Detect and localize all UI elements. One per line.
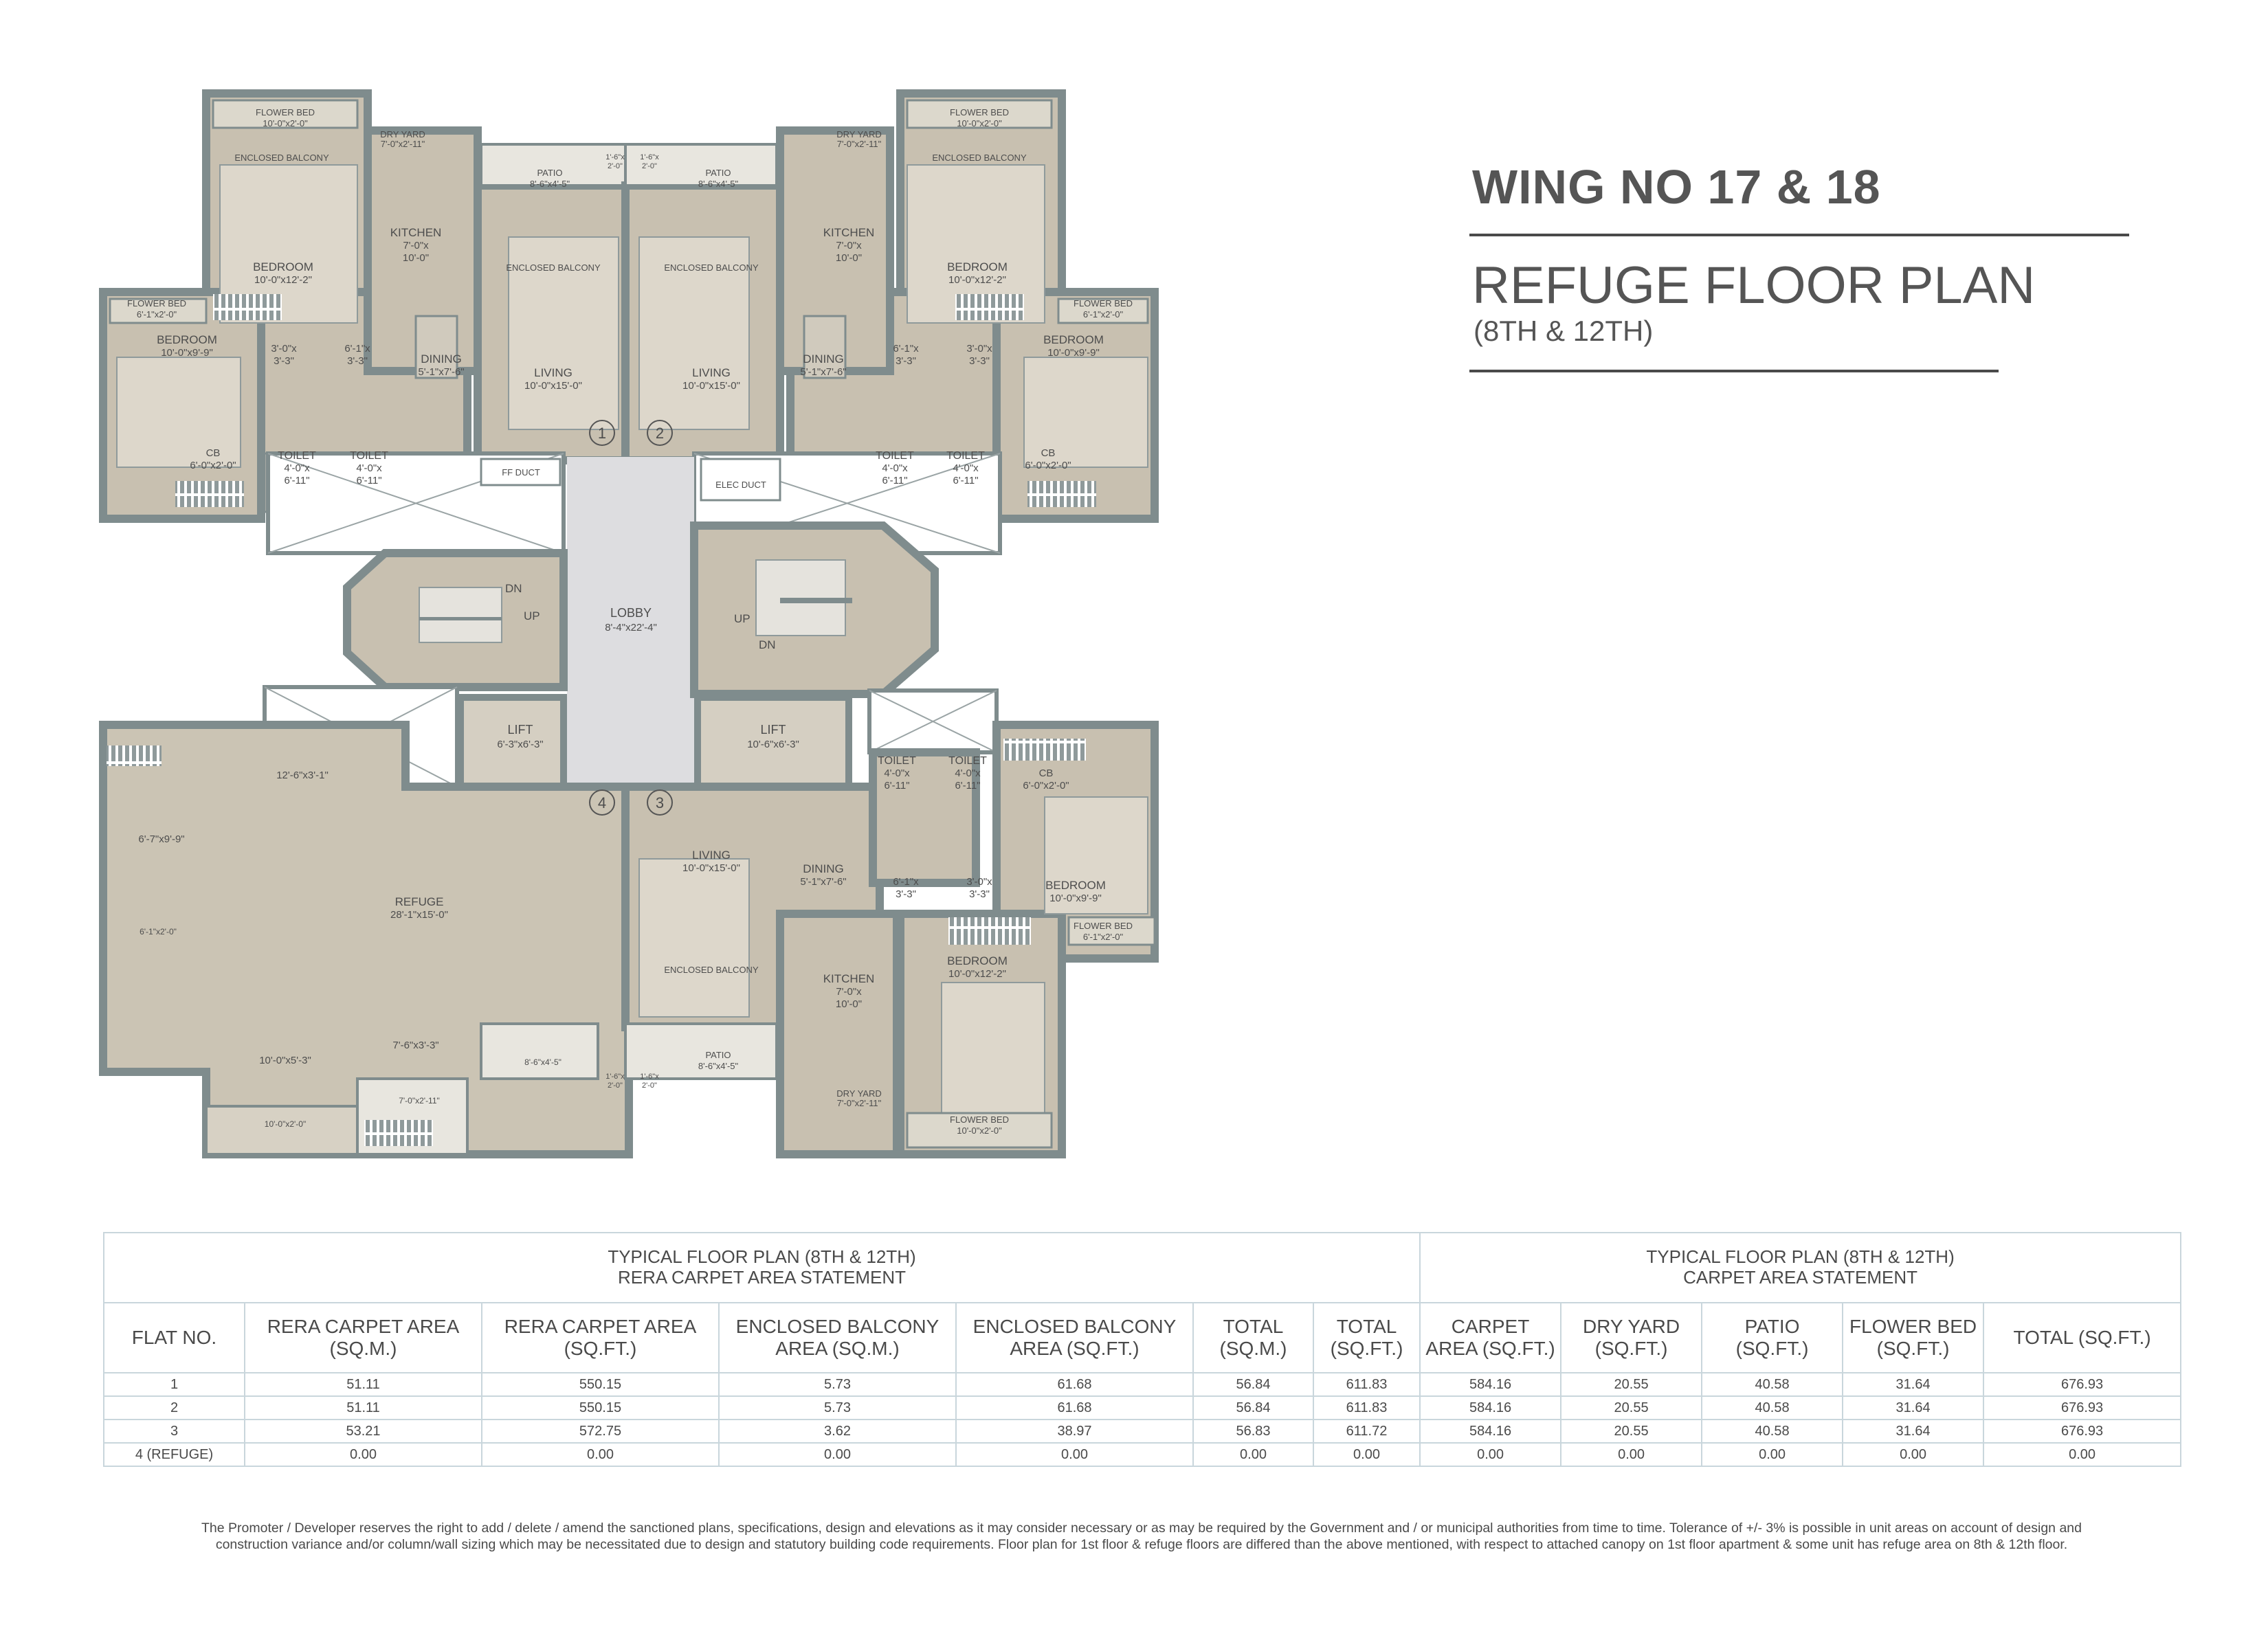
rera-group-subtitle: RERA CARPET AREA STATEMENT — [618, 1267, 907, 1288]
f1-kitchen-dim: 7'-0"x — [403, 240, 429, 251]
f1-flower-bed-top: FLOWER BED — [256, 107, 315, 117]
lift-right-dim: 10'-6"x6'-3" — [747, 739, 799, 750]
column-header: DRY YARD (SQ.FT.) — [1561, 1303, 1702, 1373]
f2-toilet-a-dim: 4'-0"x — [882, 462, 908, 474]
table-cell: 20.55 — [1561, 1373, 1702, 1396]
stair-right-up: UP — [734, 612, 751, 625]
table-cell: 611.72 — [1313, 1420, 1420, 1443]
plan-subtitle: (8TH & 12TH) — [1474, 315, 1654, 347]
carpet-group-title: TYPICAL FLOOR PLAN (8TH & 12TH) — [1646, 1246, 1955, 1268]
f2-dining: DINING — [803, 352, 844, 366]
f1-dry-yard-dim: 7'-0"x2'-11" — [380, 139, 425, 149]
f2-living: LIVING — [692, 366, 731, 379]
f1-patio-dim: 8'-6"x4'-5" — [529, 179, 570, 189]
table-cell: 0.00 — [1702, 1443, 1843, 1466]
f2-bedroom-top: BEDROOM — [947, 260, 1008, 273]
table-cell: 51.11 — [245, 1396, 482, 1420]
table-cell: 51.11 — [245, 1373, 482, 1396]
refuge-dim: 28'-1"x15'-0" — [390, 909, 448, 921]
f3-kitchen: KITCHEN — [823, 972, 875, 985]
f1-toilet-a-dim: 4'-0"x — [284, 462, 310, 474]
table-body — [104, 1373, 2181, 1466]
refuge-shaft2: 2'-0" — [608, 1081, 623, 1090]
f3-pass2: 6'-1"x — [893, 876, 919, 888]
column-header: TOTAL (SQ.M.) — [1193, 1303, 1313, 1373]
f2-enclosed-balcony-top: ENCLOSED BALCONY — [932, 153, 1027, 163]
flat-number-1: 1 — [597, 425, 607, 442]
f2-pass1b: 3'-3" — [969, 355, 990, 367]
f3-flower-bed-side: FLOWER BED — [1074, 921, 1133, 931]
f1-enclosed-balcony-top: ENCLOSED BALCONY — [234, 153, 329, 163]
plan-title: REFUGE FLOOR PLAN — [1472, 256, 2036, 315]
f3-kitchen-dim2: 10'-0" — [835, 998, 863, 1010]
table-cell: 0.00 — [1983, 1443, 2181, 1466]
column-header: ENCLOSED BALCONY AREA (SQ.M.) — [719, 1303, 956, 1373]
refuge-d7: 7'-0"x2'-11" — [399, 1096, 440, 1106]
refuge-d1: 12'-6"x3'-1" — [276, 770, 329, 781]
column-header: CARPET AREA (SQ.FT.) — [1420, 1303, 1561, 1373]
f3-patio: PATIO — [705, 1050, 731, 1060]
table-row — [104, 1443, 2181, 1466]
f1-pass1b: 3'-3" — [274, 355, 294, 367]
f3-living: LIVING — [692, 849, 731, 862]
table-cell: 0.00 — [1843, 1443, 1983, 1466]
f3-bedroom-top-dim: 10'-0"x12'-2" — [948, 968, 1006, 980]
f1-pass2: 6'-1"x — [344, 343, 370, 355]
column-header: ENCLOSED BALCONY AREA (SQ.FT.) — [956, 1303, 1193, 1373]
table-cell: 676.93 — [1983, 1396, 2181, 1420]
f2-toilet-b-dim: 4'-0"x — [953, 462, 979, 474]
f2-shaft: 1'-6"x — [640, 153, 659, 161]
f1-bedroom-side-dim: 10'-0"x9'-9" — [161, 347, 213, 359]
table-cell: 3.62 — [719, 1420, 956, 1443]
f1-flower-bed-top-dim: 10'-0"x2'-0" — [263, 118, 308, 128]
table-cell: 56.84 — [1193, 1373, 1313, 1396]
column-header: RERA CARPET AREA (SQ.FT.) — [482, 1303, 719, 1373]
f1-toilet-b: TOILET — [350, 450, 388, 462]
f2-living-dim: 10'-0"x15'-0" — [682, 380, 740, 392]
f2-flower-bed-top: FLOWER BED — [950, 107, 1009, 117]
refuge-d5: 7'-6"x3'-3" — [392, 1040, 439, 1051]
f1-dry-yard: DRY YARD — [380, 129, 425, 139]
wing-title: WING NO 17 & 18 — [1472, 160, 1881, 214]
table-cell: 5.73 — [719, 1373, 956, 1396]
f1-enclosed-balcony-living: ENCLOSED BALCONY — [506, 262, 601, 273]
f3-toilet-b-dim2: 6'-11" — [955, 780, 981, 792]
stair-left-dn: DN — [505, 582, 522, 595]
table-row — [104, 1396, 2181, 1420]
table-cell: 611.83 — [1313, 1396, 1420, 1420]
table-row — [104, 1420, 2181, 1443]
area-statement-table — [103, 1232, 2181, 1467]
f3-toilet-b: TOILET — [948, 755, 987, 767]
table-cell: 20.55 — [1561, 1396, 1702, 1420]
flat-number-3: 3 — [655, 794, 665, 811]
flat-number-2: 2 — [655, 425, 665, 442]
f1-toilet-b-dim: 4'-0"x — [356, 462, 382, 474]
f1-cb-dim: 6'-0"x2'-0" — [190, 460, 236, 471]
f1-living: LIVING — [534, 366, 572, 379]
table-cell: 53.21 — [245, 1420, 482, 1443]
f2-enclosed-balcony-living: ENCLOSED BALCONY — [664, 262, 759, 273]
table-cell: 20.55 — [1561, 1420, 1702, 1443]
lobby-dim: 8'-4"x22'-4" — [605, 622, 657, 633]
table-cell: 0.00 — [1313, 1443, 1420, 1466]
refuge-d2: 6'-7"x9'-9" — [138, 833, 185, 845]
f2-pass2: 6'-1"x — [893, 343, 919, 355]
table-column-header — [104, 1303, 2181, 1373]
flat-number-cell: 3 — [104, 1420, 245, 1443]
table-cell: 550.15 — [482, 1373, 719, 1396]
table-cell: 31.64 — [1843, 1420, 1983, 1443]
f1-dining: DINING — [421, 352, 462, 366]
f3-pass2b: 3'-3" — [896, 888, 916, 900]
table-cell: 584.16 — [1420, 1420, 1561, 1443]
f1-patio: PATIO — [537, 168, 563, 178]
f3-toilet-a: TOILET — [878, 755, 916, 767]
table-cell: 31.64 — [1843, 1373, 1983, 1396]
f2-flower-bed-side: FLOWER BED — [1074, 298, 1133, 309]
elec-duct-label: ELEC DUCT — [715, 480, 766, 490]
disclaimer-line-1: The Promoter / Developer reserves the right to add / delete / amend the sanctioned plans, specifications, design and elevations as it may consider necessary or as may be required by the Government and / or municipal authorities from time to time. Tolerance of +/- 3% is possible in unit areas on account of design and — [201, 1521, 2082, 1536]
f2-dry-yard-dim: 7'-0"x2'-11" — [836, 139, 882, 149]
f2-toilet-b-dim2: 6'-11" — [953, 475, 979, 486]
disclaimer-line-2: construction variance and/or column/wall sizing which may be necessitated due to design and statutory building code requirements. Floor plan for 1st floor & refuge floors are differed than the above mentioned, with respect to attached canopy on 1st floor apartment & some unit has refuge area on 8th & 12th floor. — [215, 1537, 2068, 1553]
f2-dry-yard: DRY YARD — [836, 129, 882, 139]
f1-shaft: 1'-6"x — [605, 153, 625, 161]
refuge-label: REFUGE — [394, 895, 444, 908]
stair-left-up: UP — [524, 609, 540, 622]
f2-flower-bed-top-dim: 10'-0"x2'-0" — [957, 118, 1002, 128]
f2-cb-dim: 6'-0"x2'-0" — [1025, 460, 1071, 471]
column-header: TOTAL (SQ.FT.) — [1313, 1303, 1420, 1373]
f2-kitchen-dim: 7'-0"x — [836, 240, 862, 251]
refuge-d3: 6'-1"x2'-0" — [140, 927, 177, 936]
f3-bedroom-side-dim: 10'-0"x9'-9" — [1049, 893, 1102, 904]
table-row — [104, 1373, 2181, 1396]
ff-duct-label: FF DUCT — [502, 467, 540, 478]
f1-shaft2: 2'-0" — [608, 162, 623, 170]
f2-toilet-a-dim2: 6'-11" — [882, 475, 908, 486]
f3-dining-dim: 5'-1"x7'-6" — [800, 876, 847, 888]
f3-enclosed-balcony-living: ENCLOSED BALCONY — [664, 965, 759, 975]
flat-number-cell: 4 (REFUGE) — [104, 1443, 245, 1466]
f3-pass1: 3'-0"x — [966, 876, 992, 888]
table-cell: 0.00 — [1420, 1443, 1561, 1466]
table-cell: 0.00 — [719, 1443, 956, 1466]
table-cell: 31.64 — [1843, 1396, 1983, 1420]
table-cell: 676.93 — [1983, 1373, 2181, 1396]
f1-toilet-a-dim2: 6'-11" — [284, 475, 310, 486]
table-cell: 5.73 — [719, 1396, 956, 1420]
table-cell: 572.75 — [482, 1420, 719, 1443]
table-cell: 56.83 — [1193, 1420, 1313, 1443]
f3-toilet-a-dim2: 6'-11" — [884, 780, 910, 792]
table-cell: 0.00 — [245, 1443, 482, 1466]
f3-flower-bed-top-dim: 10'-0"x2'-0" — [957, 1125, 1002, 1136]
f3-cb: CB — [1038, 767, 1054, 779]
f3-living-dim: 10'-0"x15'-0" — [682, 862, 740, 874]
f3-dry-yard-dim: 7'-0"x2'-11" — [836, 1098, 882, 1108]
f1-cb: CB — [205, 447, 221, 459]
f1-kitchen-dim2: 10'-0" — [402, 252, 430, 264]
carpet-group-header — [1420, 1233, 2181, 1303]
f3-cb-dim: 6'-0"x2'-0" — [1023, 780, 1069, 792]
floor-plan — [0, 0, 1182, 1182]
f3-pass1b: 3'-3" — [969, 888, 990, 900]
table-cell: 40.58 — [1702, 1420, 1843, 1443]
f2-pass1: 3'-0"x — [966, 343, 992, 355]
table-cell: 584.16 — [1420, 1373, 1561, 1396]
f2-dining-dim: 5'-1"x7'-6" — [800, 366, 847, 378]
f1-flower-bed-side-dim: 6'-1"x2'-0" — [136, 309, 177, 319]
lobby-label: LOBBY — [610, 606, 652, 620]
f3-flower-bed-top: FLOWER BED — [950, 1114, 1009, 1125]
f3-shaft: 1'-6"x — [640, 1073, 659, 1081]
carpet-group-subtitle: CARPET AREA STATEMENT — [1683, 1267, 1918, 1288]
f1-toilet-b-dim2: 6'-11" — [356, 475, 382, 486]
table-cell: 0.00 — [1193, 1443, 1313, 1466]
f3-kitchen-dim: 7'-0"x — [836, 986, 862, 998]
table-cell: 676.93 — [1983, 1420, 2181, 1443]
table-group-header — [104, 1233, 2181, 1303]
title-rule — [1469, 234, 2129, 236]
f1-toilet-a: TOILET — [278, 450, 316, 462]
table-cell: 0.00 — [482, 1443, 719, 1466]
f1-living-dim: 10'-0"x15'-0" — [524, 380, 582, 392]
column-header: RERA CARPET AREA (SQ.M.) — [245, 1303, 482, 1373]
f3-toilet-a-dim: 4'-0"x — [884, 767, 910, 779]
f2-toilet-b: TOILET — [946, 450, 985, 462]
column-header: PATIO (SQ.FT.) — [1702, 1303, 1843, 1373]
table-cell: 56.84 — [1193, 1396, 1313, 1420]
f1-kitchen: KITCHEN — [390, 226, 442, 239]
f2-kitchen-dim2: 10'-0" — [835, 252, 863, 264]
stair-right-dn: DN — [759, 638, 776, 651]
table-cell: 0.00 — [956, 1443, 1193, 1466]
refuge-d6: 8'-6"x4'-5" — [524, 1057, 562, 1067]
rera-group-header — [104, 1233, 1420, 1303]
f3-flower-bed-side-dim: 6'-1"x2'-0" — [1082, 932, 1124, 942]
refuge-d8: 10'-0"x2'-0" — [264, 1119, 307, 1129]
lift-left-label: LIFT — [507, 723, 533, 737]
disclaimer — [103, 1520, 2180, 1553]
f2-bedroom-side: BEDROOM — [1043, 333, 1104, 346]
f2-patio: PATIO — [705, 168, 731, 178]
lift-right-label: LIFT — [760, 723, 786, 737]
f3-toilet-b-dim: 4'-0"x — [955, 767, 981, 779]
refuge-d4: 10'-0"x5'-3" — [259, 1055, 311, 1066]
f1-pass1: 3'-0"x — [271, 343, 297, 355]
f2-bedroom-top-dim: 10'-0"x12'-2" — [948, 274, 1006, 286]
f2-kitchen: KITCHEN — [823, 226, 875, 239]
flat-number-cell: 2 — [104, 1396, 245, 1420]
f2-cb: CB — [1041, 447, 1056, 459]
f1-bedroom-top: BEDROOM — [253, 260, 313, 273]
f2-shaft2: 2'-0" — [642, 162, 657, 170]
f2-bedroom-side-dim: 10'-0"x9'-9" — [1047, 347, 1100, 359]
f2-flower-bed-side-dim: 6'-1"x2'-0" — [1082, 309, 1124, 319]
subtitle-rule — [1469, 370, 1999, 372]
rera-group-title: TYPICAL FLOOR PLAN (8TH & 12TH) — [608, 1246, 916, 1268]
f2-pass2b: 3'-3" — [896, 355, 916, 367]
table-cell: 611.83 — [1313, 1373, 1420, 1396]
table-cell: 550.15 — [482, 1396, 719, 1420]
f1-bedroom-top-dim: 10'-0"x12'-2" — [254, 274, 312, 286]
lift-left-dim: 6'-3"x6'-3" — [497, 739, 544, 750]
flat-number-4: 4 — [597, 794, 607, 811]
f3-dining: DINING — [803, 862, 844, 875]
f3-bedroom-side: BEDROOM — [1045, 879, 1106, 892]
f2-toilet-a: TOILET — [876, 450, 914, 462]
f1-bedroom-side: BEDROOM — [157, 333, 217, 346]
f2-patio-dim: 8'-6"x4'-5" — [698, 179, 739, 189]
f3-dry-yard: DRY YARD — [836, 1088, 882, 1099]
table-cell: 61.68 — [956, 1396, 1193, 1420]
refuge-shaft: 1'-6"x — [605, 1073, 625, 1081]
f3-shaft2: 2'-0" — [642, 1081, 657, 1090]
column-header: FLOWER BED (SQ.FT.) — [1843, 1303, 1983, 1373]
f1-dining-dim: 5'-1"x7'-6" — [418, 366, 465, 378]
flat-number-cell: 1 — [104, 1373, 245, 1396]
f1-flower-bed-side: FLOWER BED — [127, 298, 186, 309]
table-cell: 40.58 — [1702, 1396, 1843, 1420]
f3-bedroom-top: BEDROOM — [947, 954, 1008, 967]
table-cell: 584.16 — [1420, 1396, 1561, 1420]
column-header: FLAT NO. — [104, 1303, 245, 1373]
refuge-area — [103, 725, 629, 1154]
table-cell: 0.00 — [1561, 1443, 1702, 1466]
column-header: TOTAL (SQ.FT.) — [1983, 1303, 2181, 1373]
f1-pass2b: 3'-3" — [347, 355, 368, 367]
table-cell: 38.97 — [956, 1420, 1193, 1443]
table-cell: 40.58 — [1702, 1373, 1843, 1396]
f3-patio-dim: 8'-6"x4'-5" — [698, 1061, 739, 1071]
table-cell: 61.68 — [956, 1373, 1193, 1396]
